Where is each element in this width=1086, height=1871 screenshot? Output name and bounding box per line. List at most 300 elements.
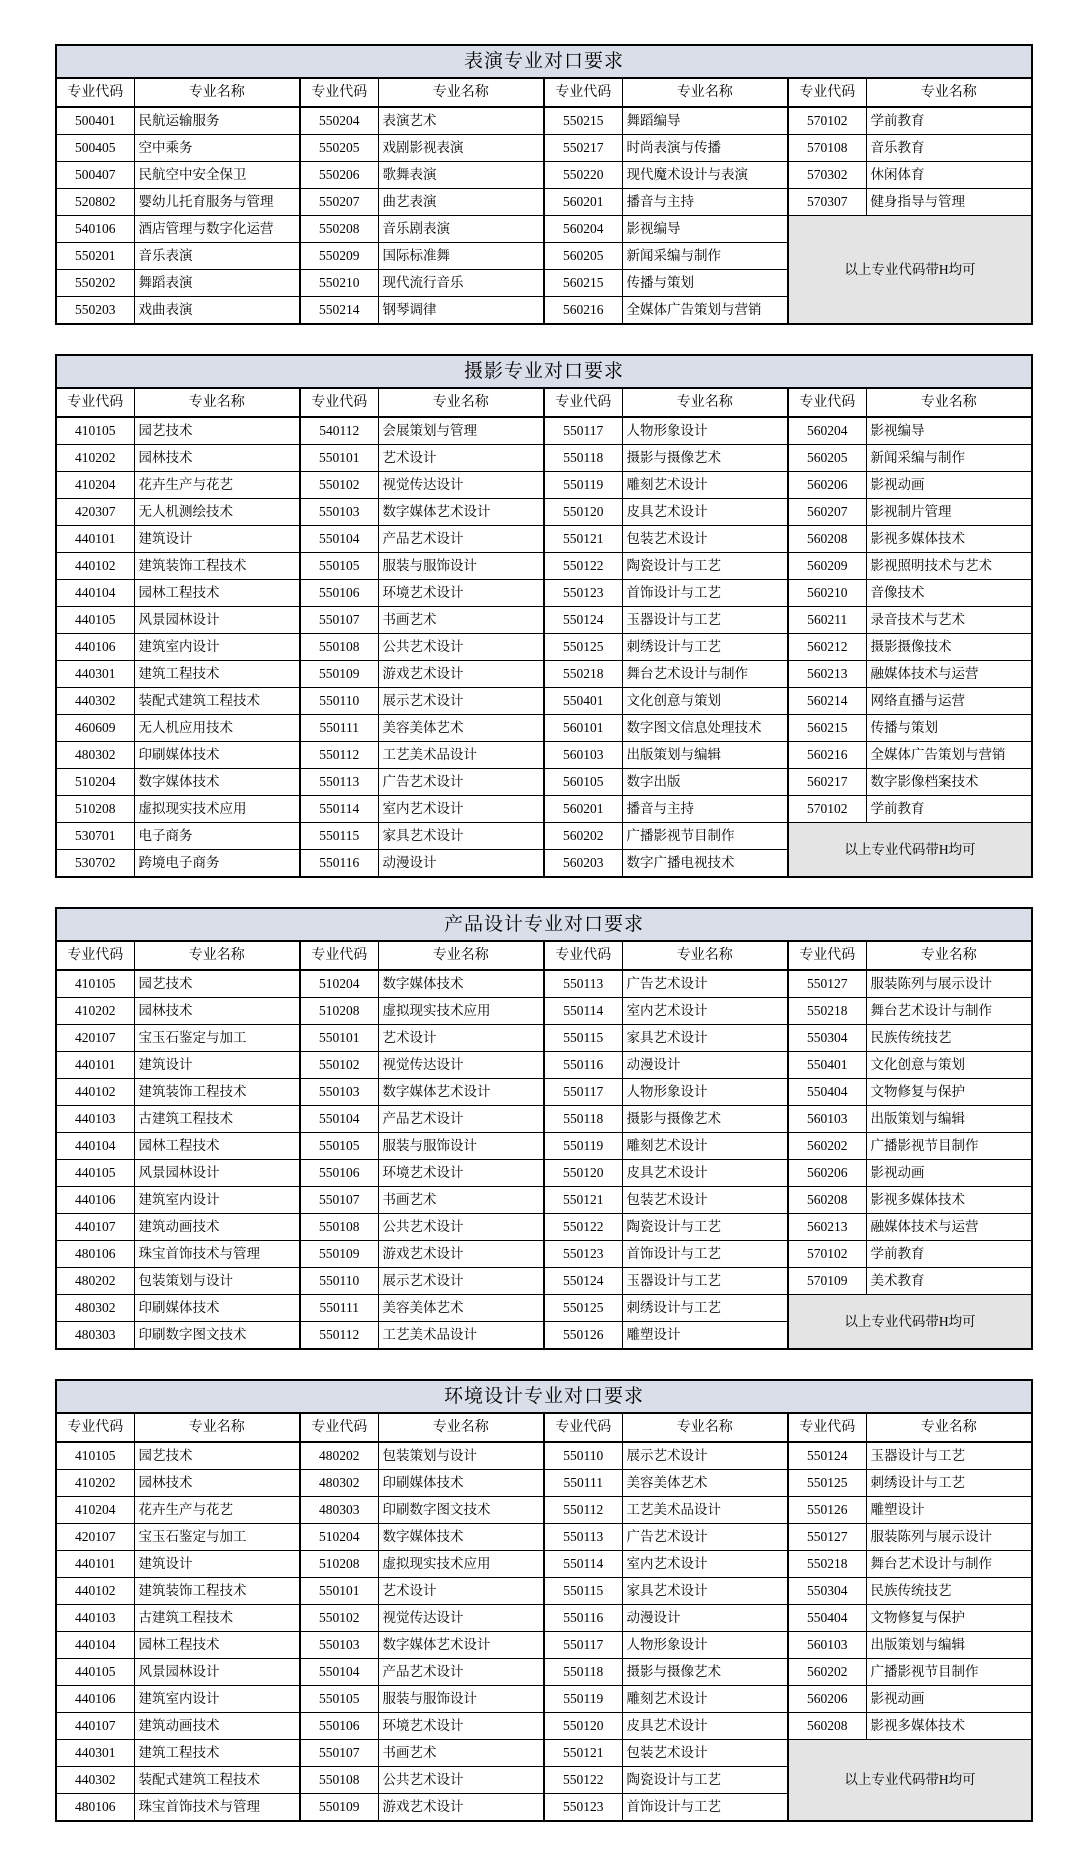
major-code-cell: 550118 — [544, 1659, 622, 1686]
major-code-cell: 410202 — [56, 1470, 134, 1497]
major-code-cell: 550123 — [544, 580, 622, 607]
major-code-cell: 550121 — [544, 1187, 622, 1214]
major-name-cell: 传播与策划 — [622, 270, 788, 297]
major-code-cell: 570102 — [788, 107, 866, 135]
table-row — [56, 970, 1032, 998]
major-code-cell: 440302 — [56, 1767, 134, 1794]
table-row — [56, 499, 1032, 526]
major-code-cell: 410202 — [56, 998, 134, 1025]
major-code-cell: 550116 — [544, 1605, 622, 1632]
major-code-cell: 510208 — [300, 998, 378, 1025]
major-code-cell: 410105 — [56, 417, 134, 445]
column-header-code: 专业代码 — [300, 78, 378, 107]
major-name-cell: 公共艺术设计 — [378, 634, 544, 661]
major-name-cell: 玉器设计与工艺 — [866, 1442, 1032, 1470]
major-code-cell: 550103 — [300, 1079, 378, 1106]
major-name-cell: 雕刻艺术设计 — [622, 1686, 788, 1713]
major-code-cell: 560216 — [544, 297, 622, 325]
major-name-cell: 动漫设计 — [622, 1605, 788, 1632]
major-name-cell: 人物形象设计 — [622, 1079, 788, 1106]
major-code-cell: 560206 — [788, 1686, 866, 1713]
column-header-name: 专业名称 — [866, 941, 1032, 970]
column-header-code: 专业代码 — [788, 388, 866, 417]
major-code-cell: 560203 — [544, 850, 622, 878]
major-name-cell: 戏剧影视表演 — [378, 135, 544, 162]
major-name-cell: 雕塑设计 — [622, 1322, 788, 1350]
major-code-cell: 550105 — [300, 1133, 378, 1160]
major-table-block — [55, 354, 1031, 878]
major-name-cell: 无人机测绘技术 — [134, 499, 300, 526]
major-name-cell: 时尚表演与传播 — [622, 135, 788, 162]
major-requirement-table — [55, 354, 1033, 878]
major-code-cell: 440104 — [56, 580, 134, 607]
column-header-name: 专业名称 — [134, 388, 300, 417]
table-row — [56, 1632, 1032, 1659]
major-code-cell: 550220 — [544, 162, 622, 189]
major-name-cell: 空中乘务 — [134, 135, 300, 162]
table-row — [56, 796, 1032, 823]
major-code-cell: 540112 — [300, 417, 378, 445]
major-name-cell: 视觉传达设计 — [378, 1052, 544, 1079]
column-header-name: 专业名称 — [134, 78, 300, 107]
major-code-cell: 550115 — [300, 823, 378, 850]
major-name-cell: 人物形象设计 — [622, 417, 788, 445]
major-code-cell: 560217 — [788, 769, 866, 796]
major-name-cell: 艺术设计 — [378, 1578, 544, 1605]
major-code-cell: 410204 — [56, 472, 134, 499]
major-code-cell: 480106 — [56, 1794, 134, 1822]
major-code-cell: 550110 — [300, 1268, 378, 1295]
table-row — [56, 526, 1032, 553]
major-requirement-table — [55, 1379, 1033, 1822]
major-code-cell: 560214 — [788, 688, 866, 715]
major-name-cell: 数字媒体技术 — [378, 1524, 544, 1551]
major-name-cell: 艺术设计 — [378, 1025, 544, 1052]
major-name-cell: 服装与服饰设计 — [378, 1133, 544, 1160]
table-row — [56, 769, 1032, 796]
major-name-cell: 建筑工程技术 — [134, 661, 300, 688]
major-code-cell: 550218 — [788, 1551, 866, 1578]
major-code-cell: 550122 — [544, 553, 622, 580]
major-code-cell: 440107 — [56, 1713, 134, 1740]
major-name-cell: 展示艺术设计 — [622, 1442, 788, 1470]
tables-container — [55, 44, 1031, 1822]
table-row — [56, 417, 1032, 445]
major-code-cell: 560201 — [544, 189, 622, 216]
major-name-cell: 刺绣设计与工艺 — [866, 1470, 1032, 1497]
major-name-cell: 影视动画 — [866, 1686, 1032, 1713]
major-name-cell: 文化创意与策划 — [866, 1052, 1032, 1079]
major-name-cell: 传播与策划 — [866, 715, 1032, 742]
major-name-cell: 建筑室内设计 — [134, 1686, 300, 1713]
major-code-cell: 410202 — [56, 445, 134, 472]
column-header-name: 专业名称 — [622, 1413, 788, 1442]
table-row — [56, 823, 1032, 850]
major-name-cell: 播音与主持 — [622, 189, 788, 216]
major-code-cell: 440102 — [56, 1578, 134, 1605]
major-name-cell: 人物形象设计 — [622, 1632, 788, 1659]
major-name-cell: 摄影摄像技术 — [866, 634, 1032, 661]
major-name-cell: 陶瓷设计与工艺 — [622, 1767, 788, 1794]
table-row — [56, 553, 1032, 580]
major-code-cell: 560205 — [788, 445, 866, 472]
major-code-cell: 560202 — [544, 823, 622, 850]
table-row — [56, 1106, 1032, 1133]
major-name-cell: 艺术设计 — [378, 445, 544, 472]
note-cell: 以上专业代码带H均可 — [788, 216, 1032, 325]
major-name-cell: 会展策划与管理 — [378, 417, 544, 445]
note-cell: 以上专业代码带H均可 — [788, 1295, 1032, 1350]
table-row — [56, 580, 1032, 607]
table-row — [56, 107, 1032, 135]
major-name-cell: 公共艺术设计 — [378, 1214, 544, 1241]
major-name-cell: 广告艺术设计 — [622, 1524, 788, 1551]
major-code-cell: 550103 — [300, 1632, 378, 1659]
major-name-cell: 影视动画 — [866, 1160, 1032, 1187]
major-code-cell: 560204 — [788, 417, 866, 445]
major-code-cell: 560206 — [788, 1160, 866, 1187]
major-code-cell: 560209 — [788, 553, 866, 580]
major-code-cell: 440301 — [56, 1740, 134, 1767]
major-name-cell: 园艺技术 — [134, 417, 300, 445]
major-code-cell: 550115 — [544, 1025, 622, 1052]
major-name-cell: 学前教育 — [866, 796, 1032, 823]
table-row — [56, 661, 1032, 688]
major-code-cell: 550304 — [788, 1025, 866, 1052]
table-row — [56, 135, 1032, 162]
major-code-cell: 440301 — [56, 661, 134, 688]
table-row — [56, 1133, 1032, 1160]
major-code-cell: 560208 — [788, 1187, 866, 1214]
major-code-cell: 550101 — [300, 1578, 378, 1605]
table-row — [56, 1659, 1032, 1686]
major-code-cell: 550104 — [300, 1106, 378, 1133]
table-row — [56, 1578, 1032, 1605]
major-name-cell: 珠宝首饰技术与管理 — [134, 1241, 300, 1268]
major-name-cell: 现代流行音乐 — [378, 270, 544, 297]
major-code-cell: 440105 — [56, 1659, 134, 1686]
major-name-cell: 播音与主持 — [622, 796, 788, 823]
major-code-cell: 550108 — [300, 1214, 378, 1241]
major-code-cell: 550105 — [300, 1686, 378, 1713]
major-name-cell: 室内艺术设计 — [622, 998, 788, 1025]
major-name-cell: 园林工程技术 — [134, 1632, 300, 1659]
major-name-cell: 花卉生产与花艺 — [134, 1497, 300, 1524]
table-row — [56, 1713, 1032, 1740]
major-code-cell: 560210 — [788, 580, 866, 607]
major-name-cell: 工艺美术品设计 — [622, 1497, 788, 1524]
major-name-cell: 舞蹈编导 — [622, 107, 788, 135]
major-code-cell: 550125 — [544, 634, 622, 661]
table-row — [56, 1497, 1032, 1524]
major-code-cell: 560212 — [788, 634, 866, 661]
major-code-cell: 560103 — [544, 742, 622, 769]
major-code-cell: 560202 — [788, 1133, 866, 1160]
major-code-cell: 550114 — [544, 998, 622, 1025]
major-name-cell: 服装与服饰设计 — [378, 553, 544, 580]
major-code-cell: 550112 — [544, 1497, 622, 1524]
major-name-cell: 皮具艺术设计 — [622, 499, 788, 526]
major-name-cell: 风景园林设计 — [134, 1160, 300, 1187]
major-code-cell: 550124 — [544, 607, 622, 634]
major-code-cell: 550113 — [300, 769, 378, 796]
major-name-cell: 皮具艺术设计 — [622, 1713, 788, 1740]
major-name-cell: 虚拟现实技术应用 — [378, 998, 544, 1025]
table-row — [56, 1187, 1032, 1214]
major-code-cell: 550110 — [544, 1442, 622, 1470]
major-code-cell: 550126 — [788, 1497, 866, 1524]
major-code-cell: 550118 — [544, 445, 622, 472]
column-header-code: 专业代码 — [300, 941, 378, 970]
column-header-name: 专业名称 — [378, 388, 544, 417]
major-code-cell: 550127 — [788, 970, 866, 998]
major-name-cell: 民航运输服务 — [134, 107, 300, 135]
major-code-cell: 550214 — [300, 297, 378, 325]
major-code-cell: 550117 — [544, 417, 622, 445]
major-code-cell: 570109 — [788, 1268, 866, 1295]
major-code-cell: 550117 — [544, 1079, 622, 1106]
table-row — [56, 607, 1032, 634]
major-code-cell: 550201 — [56, 243, 134, 270]
major-name-cell: 美容美体艺术 — [378, 715, 544, 742]
major-code-cell: 560103 — [788, 1632, 866, 1659]
major-code-cell: 550206 — [300, 162, 378, 189]
major-name-cell: 民航空中安全保卫 — [134, 162, 300, 189]
column-header-code: 专业代码 — [544, 1413, 622, 1442]
major-name-cell: 珠宝首饰技术与管理 — [134, 1794, 300, 1822]
major-name-cell: 皮具艺术设计 — [622, 1160, 788, 1187]
major-code-cell: 550115 — [544, 1578, 622, 1605]
major-name-cell: 陶瓷设计与工艺 — [622, 1214, 788, 1241]
major-code-cell: 550104 — [300, 1659, 378, 1686]
major-name-cell: 学前教育 — [866, 1241, 1032, 1268]
major-name-cell: 包装策划与设计 — [378, 1442, 544, 1470]
major-name-cell: 展示艺术设计 — [378, 688, 544, 715]
major-table-block — [55, 907, 1031, 1350]
major-table-block — [55, 1379, 1031, 1822]
major-name-cell: 玉器设计与工艺 — [622, 1268, 788, 1295]
major-name-cell: 音乐表演 — [134, 243, 300, 270]
major-name-cell: 视觉传达设计 — [378, 1605, 544, 1632]
major-name-cell: 现代魔术设计与表演 — [622, 162, 788, 189]
major-name-cell: 影视编导 — [622, 216, 788, 243]
table-row — [56, 1160, 1032, 1187]
table-row — [56, 1442, 1032, 1470]
column-header-name: 专业名称 — [866, 388, 1032, 417]
major-name-cell: 展示艺术设计 — [378, 1268, 544, 1295]
major-name-cell: 游戏艺术设计 — [378, 1794, 544, 1822]
major-code-cell: 440103 — [56, 1106, 134, 1133]
major-code-cell: 550118 — [544, 1106, 622, 1133]
column-header-code: 专业代码 — [300, 388, 378, 417]
major-name-cell: 全媒体广告策划与营销 — [622, 297, 788, 325]
major-name-cell: 舞台艺术设计与制作 — [622, 661, 788, 688]
major-code-cell: 440106 — [56, 1686, 134, 1713]
major-code-cell: 550103 — [300, 499, 378, 526]
major-name-cell: 环境艺术设计 — [378, 1160, 544, 1187]
major-code-cell: 550218 — [544, 661, 622, 688]
major-name-cell: 古建筑工程技术 — [134, 1605, 300, 1632]
major-code-cell: 410105 — [56, 970, 134, 998]
major-name-cell: 影视照明技术与艺术 — [866, 553, 1032, 580]
major-code-cell: 550108 — [300, 634, 378, 661]
major-name-cell: 出版策划与编辑 — [622, 742, 788, 769]
major-name-cell: 健身指导与管理 — [866, 189, 1032, 216]
major-name-cell: 摄影与摄像艺术 — [622, 1659, 788, 1686]
major-requirement-table — [55, 44, 1033, 325]
table-title: 产品设计专业对口要求 — [56, 908, 1032, 941]
major-name-cell: 工艺美术品设计 — [378, 1322, 544, 1350]
major-code-cell: 480302 — [300, 1470, 378, 1497]
major-name-cell: 数字媒体艺术设计 — [378, 1632, 544, 1659]
major-code-cell: 570307 — [788, 189, 866, 216]
major-code-cell: 560211 — [788, 607, 866, 634]
column-header-name: 专业名称 — [378, 78, 544, 107]
column-header-code: 专业代码 — [544, 941, 622, 970]
major-code-cell: 550119 — [544, 1133, 622, 1160]
major-name-cell: 古建筑工程技术 — [134, 1106, 300, 1133]
major-name-cell: 数字图文信息处理技术 — [622, 715, 788, 742]
major-name-cell: 虚拟现实技术应用 — [134, 796, 300, 823]
major-code-cell: 550102 — [300, 1605, 378, 1632]
major-name-cell: 建筑工程技术 — [134, 1740, 300, 1767]
table-row — [56, 715, 1032, 742]
table-row — [56, 1551, 1032, 1578]
major-name-cell: 宝玉石鉴定与加工 — [134, 1025, 300, 1052]
major-code-cell: 550106 — [300, 1713, 378, 1740]
major-code-cell: 550121 — [544, 526, 622, 553]
major-name-cell: 婴幼儿托育服务与管理 — [134, 189, 300, 216]
major-code-cell: 520802 — [56, 189, 134, 216]
major-code-cell: 560208 — [788, 1713, 866, 1740]
column-header-name: 专业名称 — [622, 388, 788, 417]
table-header-row — [56, 78, 1032, 107]
major-name-cell: 包装策划与设计 — [134, 1268, 300, 1295]
major-name-cell: 视觉传达设计 — [378, 472, 544, 499]
major-name-cell: 印刷媒体技术 — [134, 742, 300, 769]
major-name-cell: 书画艺术 — [378, 1740, 544, 1767]
table-row — [56, 1686, 1032, 1713]
major-code-cell: 480303 — [56, 1322, 134, 1350]
major-name-cell: 数字媒体艺术设计 — [378, 499, 544, 526]
major-code-cell: 550125 — [788, 1470, 866, 1497]
major-code-cell: 550114 — [544, 1551, 622, 1578]
major-name-cell: 书画艺术 — [378, 1187, 544, 1214]
major-code-cell: 550108 — [300, 1767, 378, 1794]
table-row — [56, 742, 1032, 769]
column-header-code: 专业代码 — [544, 78, 622, 107]
major-name-cell: 园林技术 — [134, 998, 300, 1025]
major-name-cell: 全媒体广告策划与营销 — [866, 742, 1032, 769]
major-code-cell: 440106 — [56, 1187, 134, 1214]
major-name-cell: 建筑动画技术 — [134, 1214, 300, 1241]
table-title: 表演专业对口要求 — [56, 45, 1032, 78]
major-code-cell: 550116 — [544, 1052, 622, 1079]
major-code-cell: 440101 — [56, 526, 134, 553]
major-name-cell: 影视多媒体技术 — [866, 526, 1032, 553]
major-name-cell: 园林工程技术 — [134, 580, 300, 607]
major-name-cell: 舞蹈表演 — [134, 270, 300, 297]
major-name-cell: 建筑设计 — [134, 1052, 300, 1079]
major-name-cell: 美容美体艺术 — [378, 1295, 544, 1322]
major-name-cell: 美术教育 — [866, 1268, 1032, 1295]
major-name-cell: 跨境电子商务 — [134, 850, 300, 878]
table-header-row — [56, 388, 1032, 417]
major-code-cell: 460609 — [56, 715, 134, 742]
major-name-cell: 首饰设计与工艺 — [622, 580, 788, 607]
major-name-cell: 产品艺术设计 — [378, 526, 544, 553]
note-cell: 以上专业代码带H均可 — [788, 1740, 1032, 1822]
major-code-cell: 550109 — [300, 1794, 378, 1822]
major-name-cell: 印刷数字图文技术 — [134, 1322, 300, 1350]
major-code-cell: 550101 — [300, 1025, 378, 1052]
major-name-cell: 音乐教育 — [866, 135, 1032, 162]
major-name-cell: 民族传统技艺 — [866, 1025, 1032, 1052]
major-code-cell: 560103 — [788, 1106, 866, 1133]
major-code-cell: 550202 — [56, 270, 134, 297]
major-code-cell: 420307 — [56, 499, 134, 526]
table-row — [56, 216, 1032, 243]
major-name-cell: 园林技术 — [134, 445, 300, 472]
major-code-cell: 480303 — [300, 1497, 378, 1524]
major-name-cell: 钢琴调律 — [378, 297, 544, 325]
major-name-cell: 摄影与摄像艺术 — [622, 445, 788, 472]
column-header-name: 专业名称 — [378, 941, 544, 970]
major-name-cell: 服装陈列与展示设计 — [866, 970, 1032, 998]
major-name-cell: 新闻采编与制作 — [866, 445, 1032, 472]
major-name-cell: 影视多媒体技术 — [866, 1187, 1032, 1214]
table-title-row — [56, 1380, 1032, 1413]
major-code-cell: 550107 — [300, 607, 378, 634]
major-code-cell: 550123 — [544, 1241, 622, 1268]
major-code-cell: 550111 — [544, 1470, 622, 1497]
major-name-cell: 园艺技术 — [134, 1442, 300, 1470]
table-row — [56, 1052, 1032, 1079]
major-code-cell: 550209 — [300, 243, 378, 270]
major-name-cell: 建筑室内设计 — [134, 1187, 300, 1214]
major-name-cell: 包装艺术设计 — [622, 1740, 788, 1767]
major-table-block — [55, 44, 1031, 325]
major-code-cell: 550102 — [300, 472, 378, 499]
major-code-cell: 550207 — [300, 189, 378, 216]
table-row — [56, 1241, 1032, 1268]
major-code-cell: 550215 — [544, 107, 622, 135]
table-title-row — [56, 45, 1032, 78]
major-requirement-table — [55, 907, 1033, 1350]
major-name-cell: 影视动画 — [866, 472, 1032, 499]
major-name-cell: 环境艺术设计 — [378, 1713, 544, 1740]
major-code-cell: 550404 — [788, 1079, 866, 1106]
major-code-cell: 550121 — [544, 1740, 622, 1767]
major-name-cell: 建筑设计 — [134, 526, 300, 553]
major-name-cell: 服装陈列与展示设计 — [866, 1524, 1032, 1551]
major-name-cell: 出版策划与编辑 — [866, 1106, 1032, 1133]
major-name-cell: 雕塑设计 — [866, 1497, 1032, 1524]
table-row — [56, 189, 1032, 216]
major-code-cell: 550122 — [544, 1767, 622, 1794]
major-code-cell: 560213 — [788, 1214, 866, 1241]
column-header-name: 专业名称 — [134, 941, 300, 970]
major-code-cell: 550106 — [300, 580, 378, 607]
major-code-cell: 550111 — [300, 1295, 378, 1322]
major-name-cell: 建筑设计 — [134, 1551, 300, 1578]
major-code-cell: 550113 — [544, 1524, 622, 1551]
column-header-name: 专业名称 — [866, 1413, 1032, 1442]
table-row — [56, 162, 1032, 189]
major-code-cell: 560216 — [788, 742, 866, 769]
major-code-cell: 540106 — [56, 216, 134, 243]
major-name-cell: 影视多媒体技术 — [866, 1713, 1032, 1740]
